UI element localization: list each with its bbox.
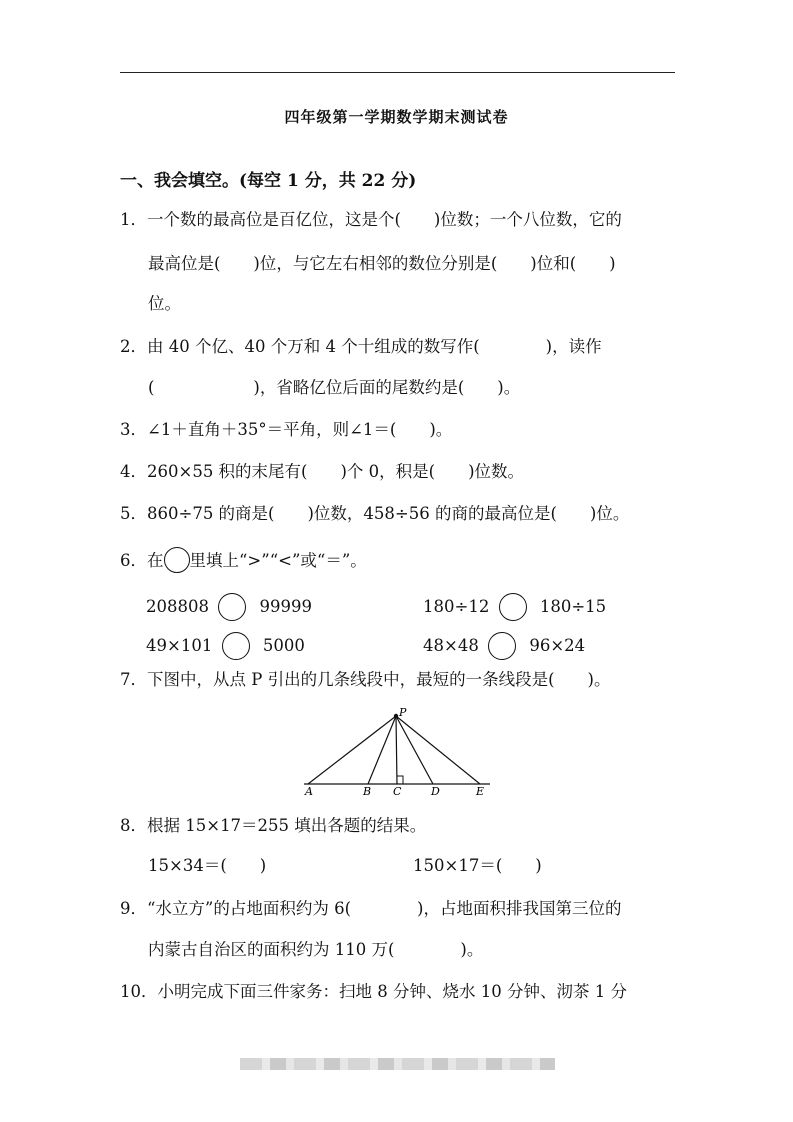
compare-right-value: 99999 [259, 597, 312, 616]
q4: 4．260×55 积的末尾有( )个 0，积是( )位数。 [120, 462, 525, 481]
label-D: D [431, 785, 440, 797]
q9-line2: 内蒙古自治区的面积约为 110 万( )。 [148, 940, 484, 959]
q2-line2: ( )，省略亿位后面的尾数约是( )。 [148, 378, 521, 397]
q6-post: 里填上“>”“<”或“＝”。 [189, 551, 367, 570]
compare-right-value: 5000 [262, 636, 305, 655]
q6-pre: 6．在 [120, 551, 164, 570]
label-C: C [393, 785, 402, 797]
right-angle-mark [397, 776, 403, 784]
segment-PC [396, 716, 397, 784]
label-B: B [363, 785, 372, 797]
q8-text: 8．根据 15×17＝255 填出各题的结果。 [120, 816, 427, 835]
q5: 5．860÷75 的商是( )位数，458÷56 的商的最高位是( )位。 [120, 504, 630, 523]
compare-row1-right [423, 593, 606, 621]
q6-intro [120, 547, 367, 573]
q8-a: 15×34＝( ) [148, 856, 267, 875]
segment-PE [396, 716, 480, 784]
compare-right-value: 96×24 [529, 636, 586, 655]
q9-line1: 9．“水立方”的占地面积约为 6( )，占地面积排我国第三位的 [120, 899, 622, 918]
compare-left-value: 180÷12 [423, 597, 490, 616]
circle-blank-icon [164, 547, 190, 573]
point-P [394, 714, 398, 718]
q3: 3．∠1＋直角＋35°＝平角，则∠1＝( )。 [120, 420, 453, 439]
compare-row2-left [146, 632, 305, 660]
q2-line1: 2．由 40 个亿、40 个万和 4 个十组成的数写作( )，读作 [120, 337, 602, 356]
compare-circle-input[interactable] [499, 593, 527, 621]
compare-left-value: 48×48 [423, 636, 479, 655]
segments-figure [300, 705, 500, 797]
compare-left-value: 208808 [146, 597, 209, 616]
compare-right-value: 180÷15 [539, 597, 607, 616]
compare-left-value: 49×101 [146, 636, 213, 655]
q10-line1: 10．小明完成下面三件家务：扫地 8 分钟、烧水 10 分钟、沏茶 1 分 [120, 982, 627, 1001]
segment-PA [308, 716, 396, 784]
header-rule [120, 72, 675, 73]
compare-row2-right [423, 632, 585, 660]
q1-line2: 最高位是( )位，与它左右相邻的数位分别是( )位和( ) [148, 254, 616, 273]
segment-PD [396, 716, 433, 784]
label-A: A [305, 785, 313, 797]
q8-b: 150×17＝( ) [413, 856, 542, 875]
q1-line1: 1．一个数的最高位是百亿位，这是个( )位数；一个八位数，它的 [120, 210, 622, 229]
page-title: 四年级第一学期数学期末测试卷 [284, 108, 509, 126]
label-P: P [399, 706, 407, 719]
compare-circle-input[interactable] [488, 632, 516, 660]
q1-line3: 位。 [148, 294, 181, 313]
compare-circle-input[interactable] [222, 632, 250, 660]
compare-circle-input[interactable] [218, 593, 246, 621]
footer-watermark [240, 1058, 555, 1070]
section-heading: 一、我会填空。(每空 1 分，共 22 分) [120, 171, 417, 191]
q7: 7．下图中，从点 P 引出的几条线段中，最短的一条线段是( )。 [120, 670, 611, 689]
compare-row1-left [146, 593, 312, 621]
label-E: E [476, 785, 485, 797]
